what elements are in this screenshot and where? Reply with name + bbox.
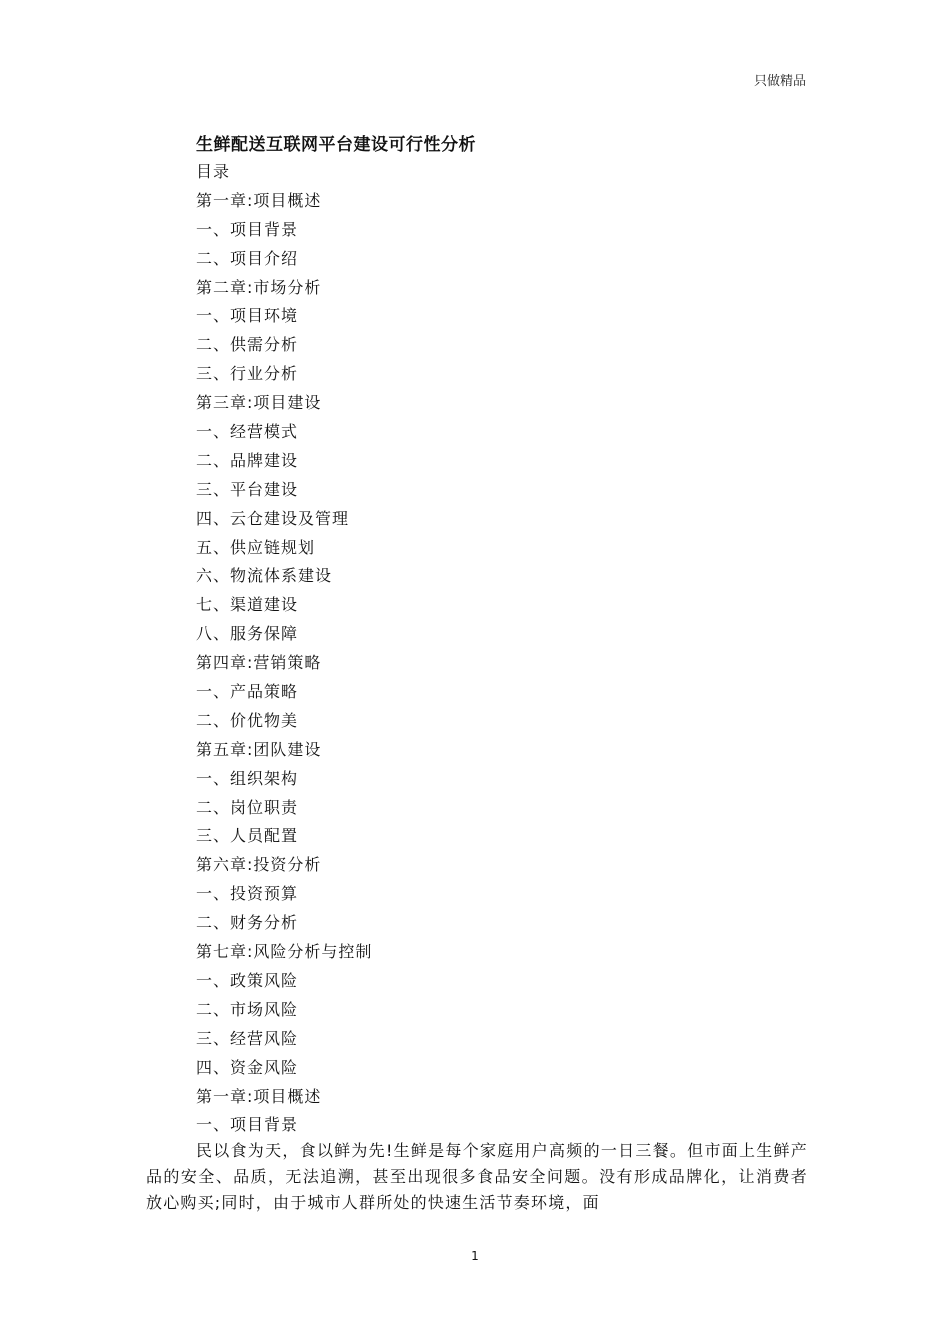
toc-item: 二、项目介绍 — [196, 248, 299, 268]
toc-item: 八、服务保障 — [196, 624, 299, 644]
table-of-contents — [196, 158, 372, 1140]
toc-item: 四、资金风险 — [196, 1057, 299, 1077]
toc-item: 一、组织架构 — [196, 768, 299, 788]
toc-item: 三、人员配置 — [196, 826, 299, 846]
toc-item: 一、经营模式 — [196, 422, 299, 442]
toc-item: 第六章:投资分析 — [196, 855, 322, 875]
toc-item: 二、供需分析 — [196, 335, 299, 355]
page-header: 只做精品 — [753, 74, 806, 89]
toc-item: 七、渠道建设 — [196, 595, 299, 615]
toc-item: 三、经营风险 — [196, 1028, 299, 1048]
toc-item: 一、产品策略 — [196, 682, 299, 702]
toc-item: 二、市场风险 — [196, 999, 299, 1019]
toc-item: 二、财务分析 — [196, 913, 299, 933]
toc-item: 二、岗位职责 — [196, 797, 299, 817]
toc-item: 第一章:项目概述 — [196, 190, 322, 210]
toc-item: 一、投资预算 — [196, 884, 299, 904]
toc-item: 第四章:营销策略 — [196, 653, 322, 673]
document-title: 生鲜配送互联网平台建设可行性分析 — [196, 135, 476, 155]
toc-item: 第二章:市场分析 — [196, 277, 322, 297]
toc-item: 四、云仓建设及管理 — [196, 508, 350, 528]
toc-item: 二、品牌建设 — [196, 450, 299, 470]
toc-item: 第一章:项目概述 — [196, 1086, 322, 1106]
toc-item: 目录 — [196, 162, 231, 181]
toc-item: 一、项目背景 — [196, 1115, 299, 1135]
toc-item: 二、价优物美 — [196, 710, 299, 730]
toc-item: 一、项目背景 — [196, 219, 299, 239]
toc-item: 第五章:团队建设 — [196, 739, 322, 759]
toc-item: 三、平台建设 — [196, 479, 299, 499]
toc-item: 第三章:项目建设 — [196, 393, 322, 413]
page-number: 1 — [471, 1249, 479, 1263]
toc-item: 三、行业分析 — [196, 364, 299, 384]
toc-item: 第七章:风险分析与控制 — [196, 942, 373, 962]
toc-item: 六、物流体系建设 — [196, 566, 333, 586]
toc-item: 五、供应链规划 — [196, 537, 316, 557]
toc-item: 一、政策风险 — [196, 970, 299, 990]
body-paragraph: 民以食为天，食以鲜为先!生鲜是每个家庭用户高频的一日三餐。但市面上生鲜产品的安全、品质，无法追溯，甚至出现很多食品安全问题。没有形成品牌化，让消费者放心购买;同时，由于城市人群所处的快速生活节奏环境，面 — [146, 1141, 808, 1212]
toc-item: 一、项目环境 — [196, 306, 299, 326]
